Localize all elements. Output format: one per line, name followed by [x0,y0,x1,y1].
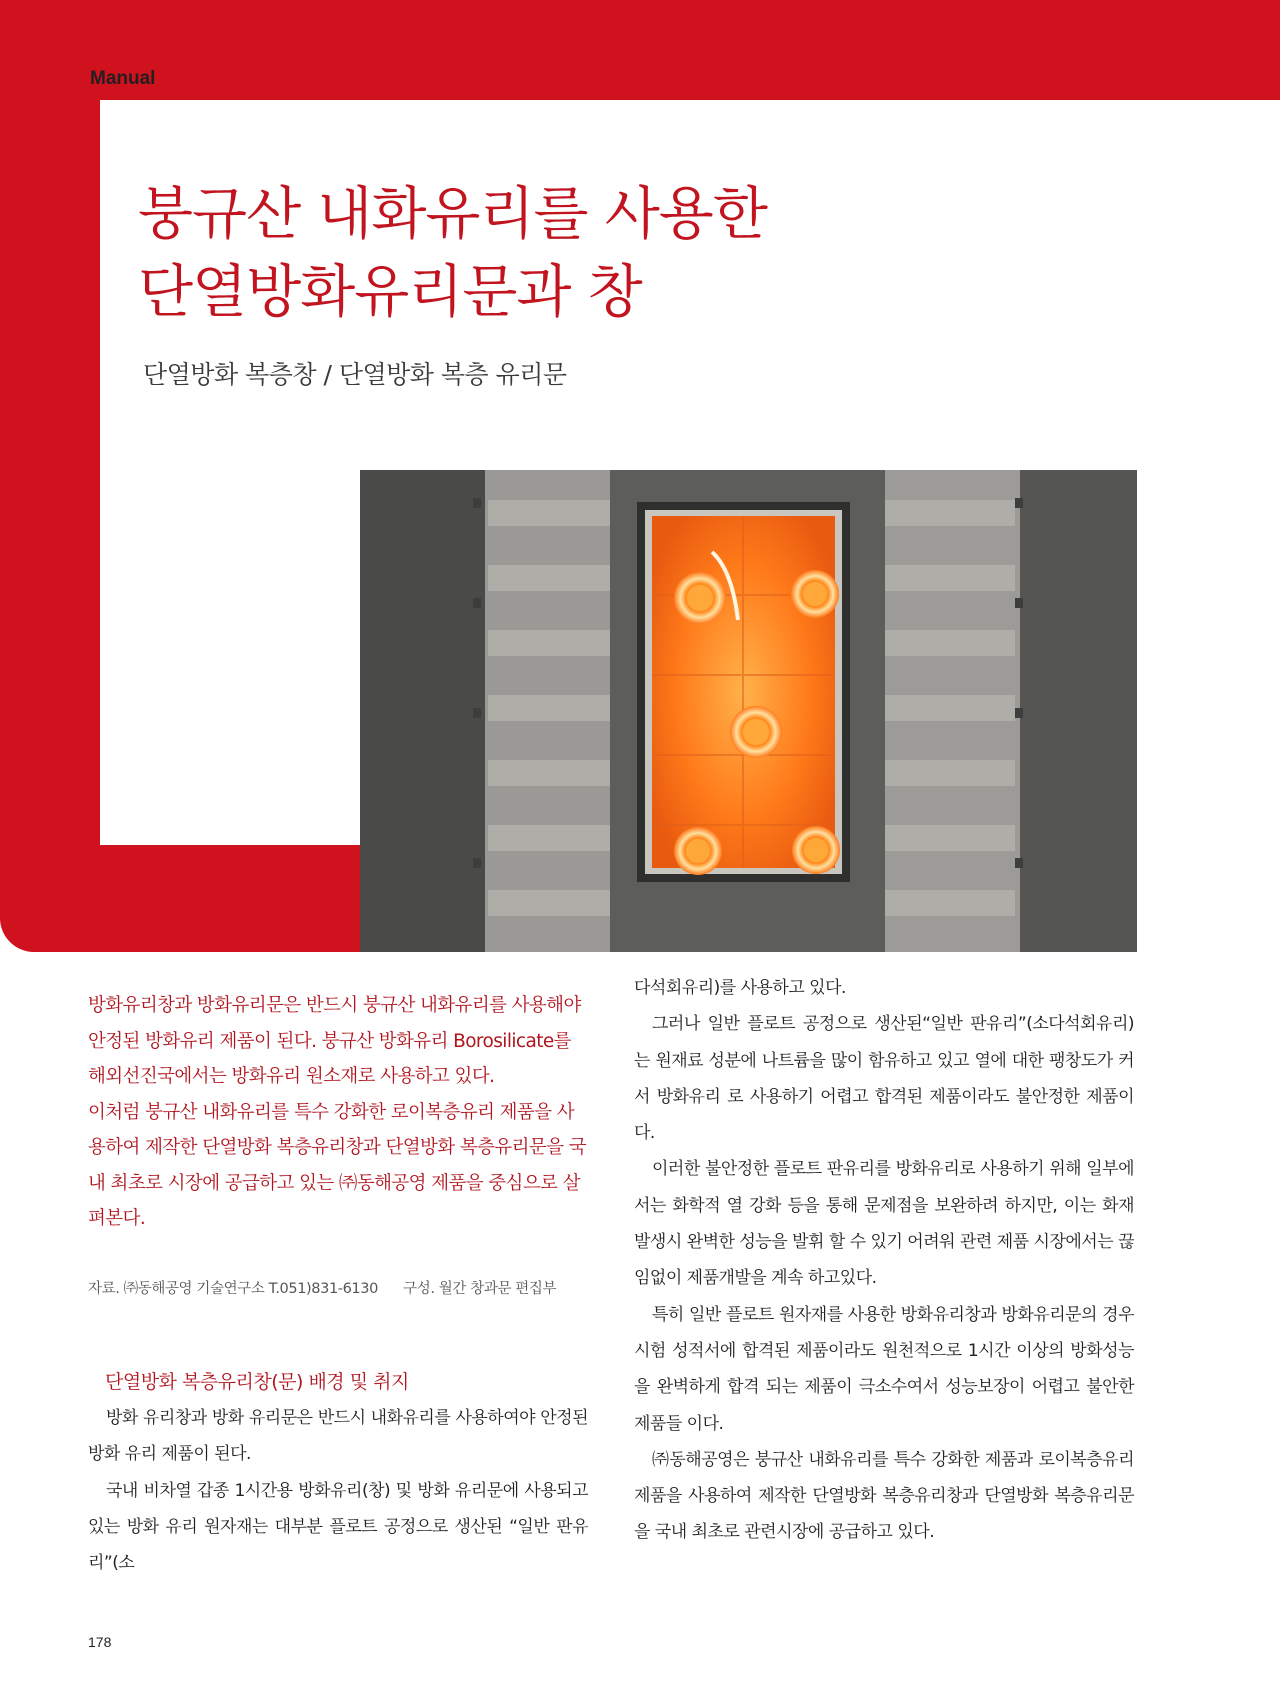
left-red-band [0,100,100,952]
intro-paragraph-2: 이처럼 붕규산 내화유리를 특수 강화한 로이복층유리 제품을 사용하여 제작한 단열방화 복층유리창과 단열방화 복층유리문을 국내 최초로 시장에 공급하고 있는 ㈜동해공영 제품을 중심으로 살펴본다. [88,1101,587,1229]
right-paragraph-1: 그러나 일반 플로트 공정으로 생산된“일반 판유리”(소다석회유리)는 원재료 성분에 나트륨을 많이 함유하고 있고 열에 대한 팽창도가 커서 방화유리 로 사용하기 어렵고 합격된 제품이라도 불안정한 제품이다. [634,1014,1134,1144]
left-paragraph-1: 방화 유리창과 방화 유리문은 반드시 내화유리를 사용하여야 안정된 방화 유리 제품이 된다. [88,1408,588,1465]
right-paragraph-4: ㈜동해공영은 붕규산 내화유리를 특수 강화한 제품과 로이복층유리 제품을 사용하여 제작한 단열방화 복층유리창과 단열방화 복층유리문을 국내 최초로 관련시장에 공급하고 있다. [634,1449,1134,1543]
credit-line [88,1277,608,1298]
fire-test-photo [360,470,1137,952]
right-paragraph-2: 이러한 불안정한 플로트 판유리를 방화유리로 사용하기 위해 일부에서는 화학적 열 강화 등을 통해 문제점을 보완하려 하지만, 이는 화재 발생시 완벽한 성능을 발휘 할 수 있기 어려워 관련 제품 시장에서는 끊임없이 제품개발을 계속 하고있다. [634,1159,1134,1289]
title-line-1: 붕규산 내화유리를 사용한 [138,181,767,247]
article-subtitle: 단열방화 복층창 / 단열방화 복층 유리문 [143,360,567,389]
top-red-band [0,0,1280,100]
section-label: Manual [90,68,156,89]
intro-summary [88,988,588,1237]
section-heading: 단열방화 복층유리창(문) 배경 및 취지 [105,1371,409,1393]
right-paragraph-0: 다석회유리)를 사용하고 있다. [634,978,846,998]
right-paragraph-3: 특히 일반 플로트 원자재를 사용한 방화유리창과 방화유리문의 경우 시험 성적서에 합격된 제품이라도 원천적으로 1시간 이상의 방화성능을 완벽하게 합격 되는 제품이 극소수여서 성능보장이 어렵고 불안한 제품들 이다. [634,1304,1134,1434]
left-paragraph-2: 국내 비차열 갑종 1시간용 방화유리(창) 및 방화 유리문에 사용되고 있는 방화 유리 원자재는 대부분 플로트 공정으로 생산된 “일반 판유리”(소 [88,1480,588,1574]
left-column [88,1400,588,1581]
credit-source: 자료. ㈜동해공영 기술연구소 T.051)831-6130 [88,1281,378,1297]
page-number: 178 [88,1634,112,1650]
credit-editor: 구성. 월간 창과문 편집부 [403,1281,557,1297]
right-column [634,970,1134,1551]
fire-test-illustration [360,470,1137,952]
red-corner-block [100,845,360,952]
intro-paragraph-1: 방화유리창과 방화유리문은 반드시 붕규산 내화유리를 사용해야 안정된 방화유리 제품이 된다. 붕규산 방화유리 Borosilicate를 해외선진국에서는 방화유리 원소재로 사용하고 있다. [88,995,581,1087]
title-line-2: 단열방화유리문과 창 [138,259,642,325]
article-title [138,175,838,331]
